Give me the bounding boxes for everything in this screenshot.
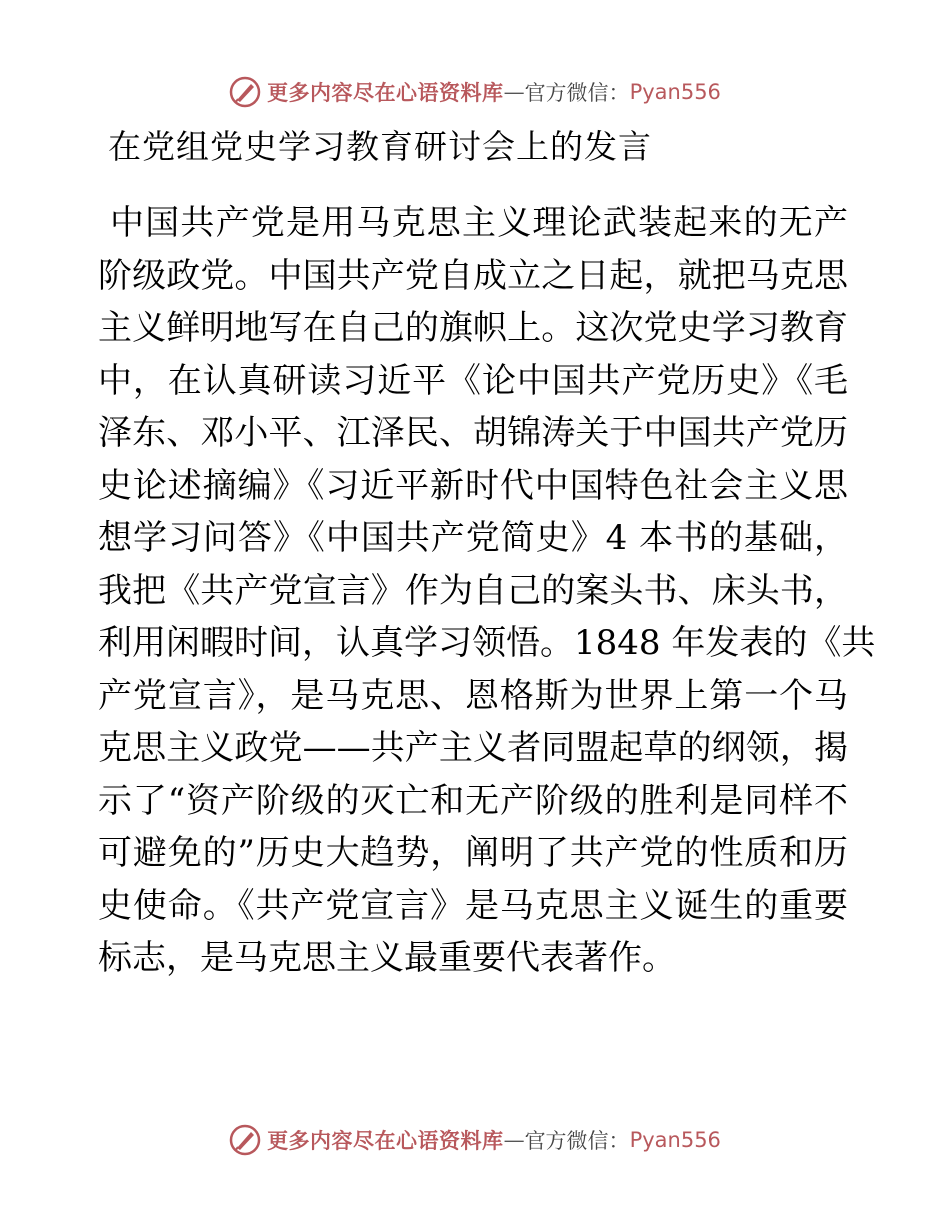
- paragraph-line: 可避免的”历史大趋势，阐明了共产党的性质和历: [98, 833, 848, 873]
- watermark-dash: —: [503, 1128, 525, 1152]
- watermark-dash: —: [503, 80, 525, 104]
- paragraph-line: 想学习问答》《中国共产党简史》4 本书的基础，: [98, 518, 848, 558]
- paragraph-line: 我把《共产党宣言》作为自己的案头书、床头书，: [98, 570, 848, 611]
- paragraph-line: 产党宣言》，是马克思、恩格斯为世界上第一个马: [98, 675, 848, 716]
- paragraph-line: 中国共产党是用马克思主义理论武装起来的无产: [110, 203, 848, 243]
- paragraph-line: 利用闲暇时间，认真学习领悟。1848 年发表的《共: [98, 623, 876, 663]
- paragraph-line: 泽东、邓小平、江泽民、胡锦涛关于中国共产党历: [98, 413, 848, 453]
- document-title: 在党组党史学习教育研讨会上的发言: [108, 127, 652, 166]
- watermark-wechat-id: Pyan556: [629, 1128, 721, 1152]
- paragraph-line: 标志，是马克思主义最重要代表著作。: [98, 938, 676, 978]
- paragraph-line: 史使命。《共产党宣言》是马克思主义诞生的重要: [98, 885, 848, 926]
- paragraph-line: 阶级政党。中国共产党自成立之日起，就把马克思: [98, 255, 848, 296]
- watermark-label: 官方微信：: [524, 81, 630, 105]
- watermark-label: 官方微信：: [524, 1129, 630, 1153]
- watermark-text: 更多内容尽在心语资料库: [267, 80, 504, 105]
- paragraph-line: 示了“资产阶级的灭亡和无产阶级的胜利是同样不: [98, 780, 848, 821]
- body-paragraph: [98, 197, 876, 985]
- quill-pen-logo-icon: [229, 1124, 261, 1156]
- paragraph-line: 克思主义政党——共产主义者同盟起草的纲领，揭: [98, 728, 848, 768]
- quill-pen-logo-icon: [229, 76, 261, 108]
- watermark-text: 更多内容尽在心语资料库: [267, 1128, 504, 1153]
- footer-watermark: [0, 1120, 950, 1160]
- watermark-wechat-id: Pyan556: [629, 80, 721, 104]
- paragraph-line: 史论述摘编》《习近平新时代中国特色社会主义思: [98, 465, 848, 506]
- paragraph-line: 中，在认真研读习近平《论中国共产党历史》《毛: [98, 360, 848, 401]
- paragraph-line: 主义鲜明地写在自己的旗帜上。这次党史学习教育: [98, 308, 848, 348]
- header-watermark: [0, 72, 950, 112]
